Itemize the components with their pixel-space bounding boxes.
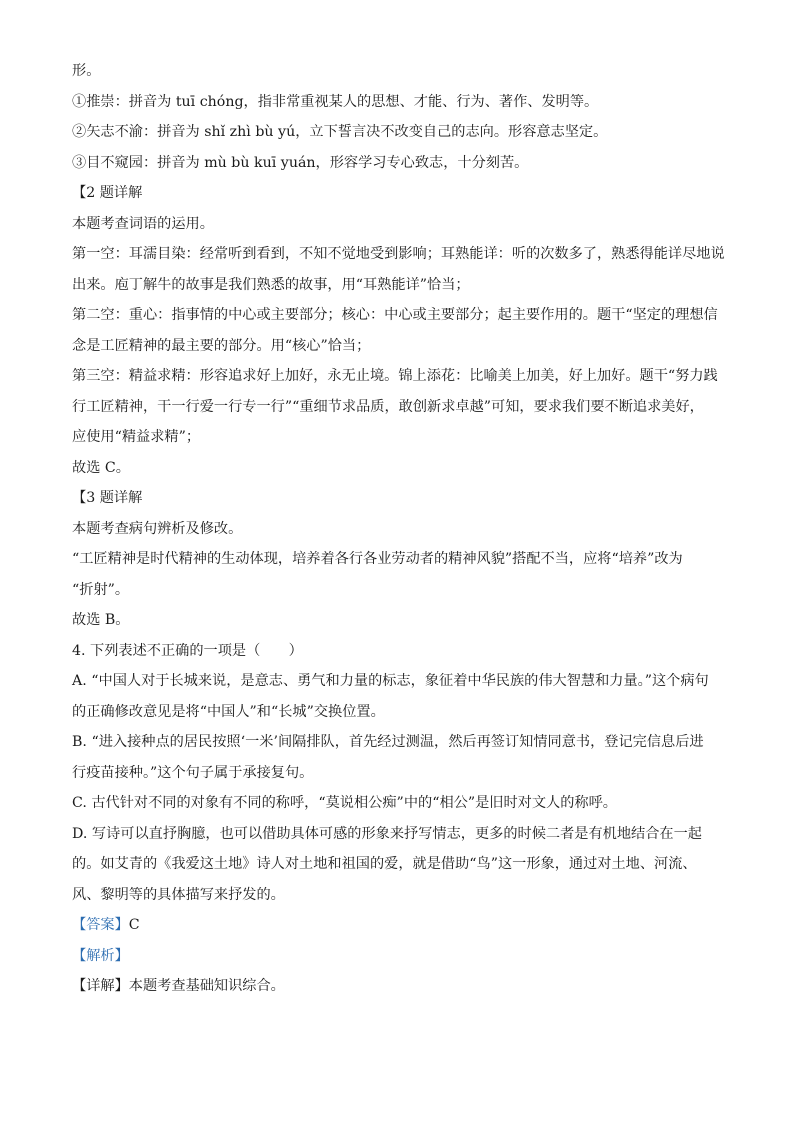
text-line: 行工匠精神，干一行爱一行专一行”“重细节求品质，敢创新求卓越”可知，要求我们要不断追求美好， [72, 398, 704, 415]
document-page [72, 62, 732, 1008]
text-line: 第三空：精益求精：形容追求好上加好，永无止境。锦上添花：比喻美上加美，好上加好。题干“努力践 [72, 368, 718, 384]
text-line: “折射”。 [72, 581, 130, 598]
question-stem: 4. 下列表述不正确的一项是（ ） [72, 642, 303, 659]
answer-value: C [128, 917, 140, 933]
text-line: 出来。庖丁解牛的故事是我们熟悉的故事，用“耳熟能详”恰当； [72, 276, 470, 293]
text-line: ①推崇：拼音为 tuī chóng，指非常重视某人的思想、才能、行为、著作、发明等。 [72, 93, 599, 110]
analysis-line [72, 947, 732, 966]
detail-label: 【详解】 [72, 978, 129, 994]
text-line: 第一空：耳濡目染：经常听到看到，不知不觉地受到影响；耳熟能详：听的次数多了，熟悉得能详尽地说 [72, 246, 725, 262]
analysis-label: 【解析】 [72, 947, 129, 964]
text-line: 应使用“精益求精”； [72, 429, 201, 445]
text-line: 形。 [72, 63, 101, 79]
section-heading: 【2 题详解 [72, 185, 143, 201]
text-line: “工匠精神是时代精神的生动体现，培养着各行各业劳动者的精神风貌”搭配不当，应将“培养”改为 [72, 551, 683, 567]
option-a: A. “中国人对于长城来说，是意志、勇气和力量的标志，象征着中华民族的伟大智慧和力量。”这个病句 [72, 673, 709, 689]
text-line: 本题考查病句辨析及修改。 [72, 520, 243, 537]
text-line: 第二空：重心：指事情的中心或主要部分；核心：中心或主要部分；起主要作用的。题干“坚定的理想信 [72, 307, 718, 323]
text-line: ③目不窥园：拼音为 mù bù kuī yuán，形容学习专心致志，十分刻苦。 [72, 154, 529, 171]
option-b: B. “进入接种点的居民按照‘一米’间隔排队，首先经过测温，然后再签订知情同意书，登记完信息后进 [72, 734, 704, 750]
option-d: D. 写诗可以直抒胸臆，也可以借助具体可感的形象来抒写情志，更多的时候二者是有机地结合在一起 [72, 825, 702, 842]
option-a-cont: 的正确修改意见是将“中国人”和“长城”交换位置。 [72, 703, 385, 720]
text-line: 念是工匠精神的最主要的部分。用“核心”恰当； [72, 337, 371, 354]
answer-line [72, 916, 732, 935]
section-heading: 【3 题详解 [72, 490, 143, 506]
answer-label: 【答案】 [72, 917, 129, 933]
detail-text: 本题考查基础知识综合。 [128, 978, 285, 994]
text-line: 故选 B。 [72, 612, 130, 628]
text-line: ②矢志不渝：拼音为 shǐ zhì bù yú，立下誓言决不改变自己的志向。形容意志坚定。 [72, 124, 608, 140]
text-line: 本题考查词语的运用。 [72, 215, 214, 232]
option-d-cont: 的。如艾青的《我爱这土地》诗人对土地和祖国的爱，就是借助“鸟”这一形象，通过对土地、河流、 [72, 856, 697, 872]
detail-line [72, 977, 732, 996]
option-c: C. 古代针对不同的对象有不同的称呼，“莫说相公痴”中的“相公”是旧时对文人的称呼。 [72, 795, 617, 811]
text-line: 故选 C。 [72, 459, 130, 476]
option-d-cont: 风、黎明等的具体描写来抒发的。 [72, 886, 285, 903]
option-b-cont: 行疫苗接种。”这个句子属于承接复句。 [72, 764, 314, 781]
